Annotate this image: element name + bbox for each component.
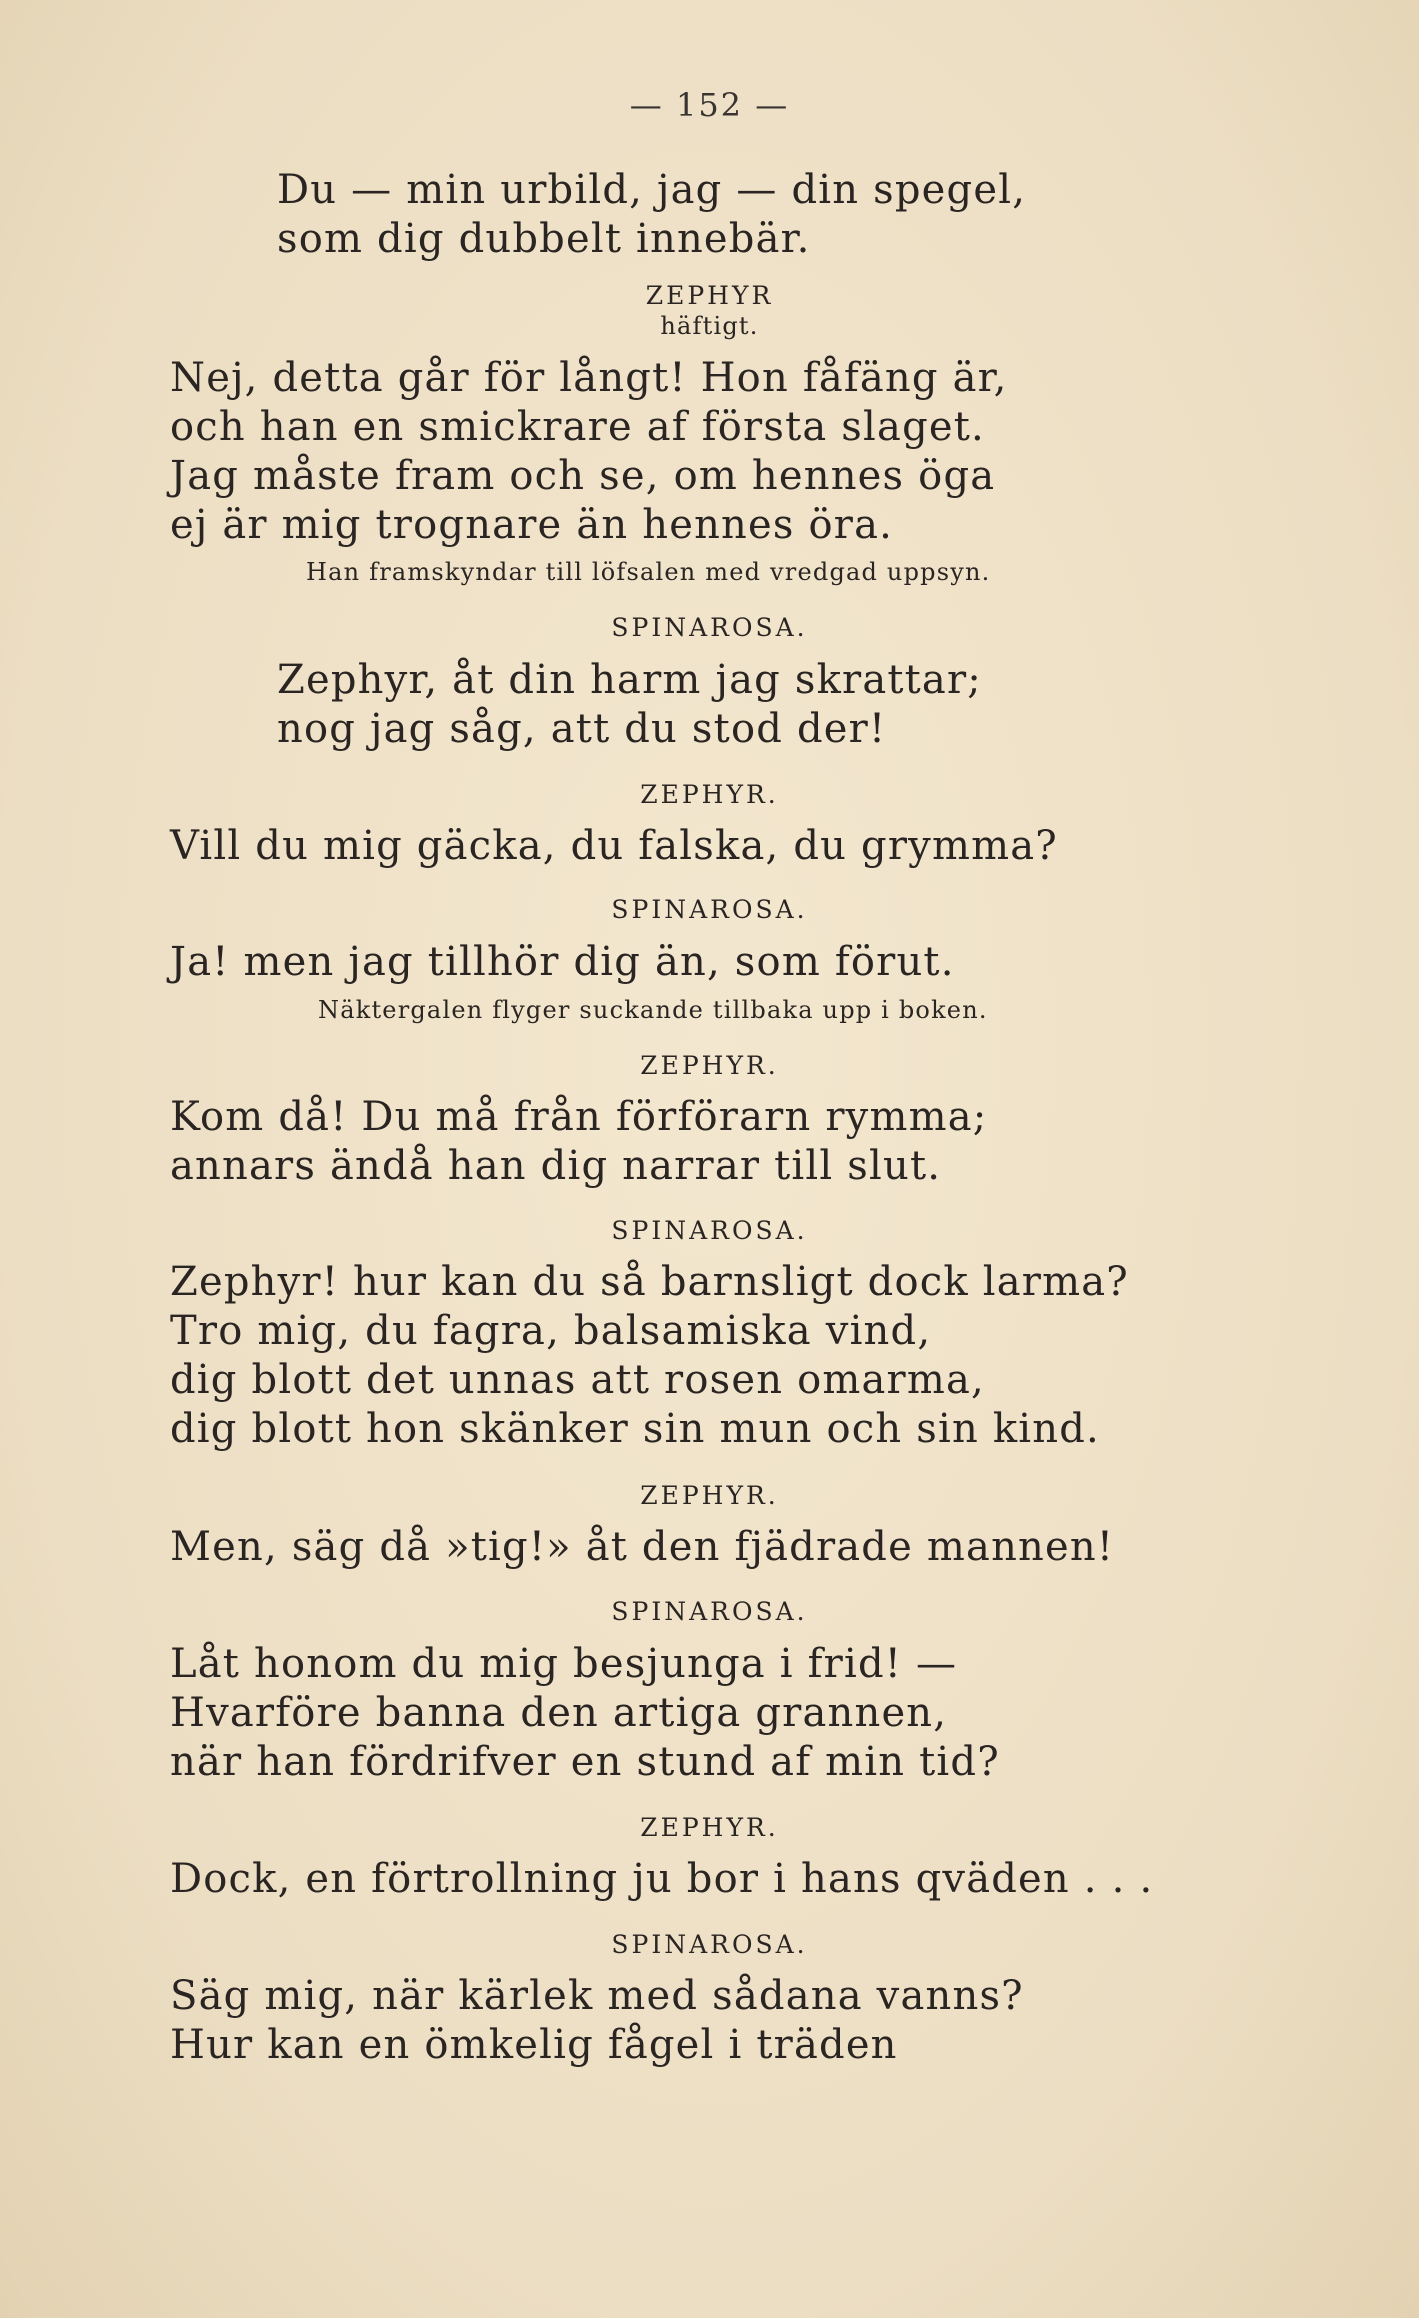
speaker-name: SPINAROSA. [611,1216,808,1245]
verse-line: Låt honom du mig besjunga i frid! — [170,1641,958,1687]
verse-line: Men, säg då »tig!» åt den fjädrade mannen! [170,1524,1115,1570]
speaker-name: SPINAROSA. [611,613,808,642]
verse-line: dig blott hon skänker sin mun och sin kind. [170,1406,1100,1452]
verse-line: Dock, en förtrollning ju bor i hans qväden . . . [170,1856,1154,1902]
verse-line: Hur kan en ömkelig fågel i träden [170,2022,898,2068]
verse-line: Jag måste fram och se, om hennes öga [170,453,996,499]
stage-direction: Näktergalen flyger suckande tillbaka upp i boken. [318,996,988,1024]
verse-line: Zephyr! hur kan du så barnsligt dock larma? [170,1259,1129,1305]
verse-line: Tro mig, du fagra, balsamiska vind, [170,1308,932,1354]
speaker-name: SPINAROSA. [611,895,808,924]
verse-line: Du — min urbild, jag — din spegel, [277,167,1027,213]
speaker-name: ZEPHYR [645,281,774,310]
verse-line: nog jag såg, att du stod der! [277,706,887,752]
verse-line: ej är mig trognare än hennes öra. [170,502,894,548]
verse-line: dig blott det unnas att rosen omarma, [170,1357,985,1403]
verse-line: Säg mig, när kärlek med sådana vanns? [170,1973,1024,2019]
speaker-name: SPINAROSA. [611,1597,808,1626]
verse-line: Hvarföre banna den artiga grannen, [170,1690,948,1736]
verse-line: som dig dubbelt innebär. [277,216,811,262]
verse-line: annars ändå han dig narrar till slut. [170,1143,942,1189]
page-number: — 152 — [629,86,790,124]
verse-line: och han en smickrare af första slaget. [170,404,985,450]
verse-line: Zephyr, åt din harm jag skrattar; [277,657,982,703]
verse-line: Kom då! Du må från förförarn rymma; [170,1094,988,1140]
speaker-name: ZEPHYR. [640,1481,779,1510]
speaker-name: ZEPHYR. [640,1051,779,1080]
verse-line: när han fördrifver en stund af min tid? [170,1739,1000,1785]
speaker-name: ZEPHYR. [640,780,779,809]
speaker-name: SPINAROSA. [611,1930,808,1959]
stage-direction: Han framskyndar till löfsalen med vredgad uppsyn. [306,558,991,586]
speaker-name: ZEPHYR. [640,1813,779,1842]
verse-line: Nej, detta går för långt! Hon fåfäng är, [170,355,1008,401]
verse-line: Vill du mig gäcka, du falska, du grymma? [170,823,1058,869]
verse-line: Ja! men jag tillhör dig än, som förut. [170,939,955,985]
stage-direction: häftigt. [660,312,759,340]
